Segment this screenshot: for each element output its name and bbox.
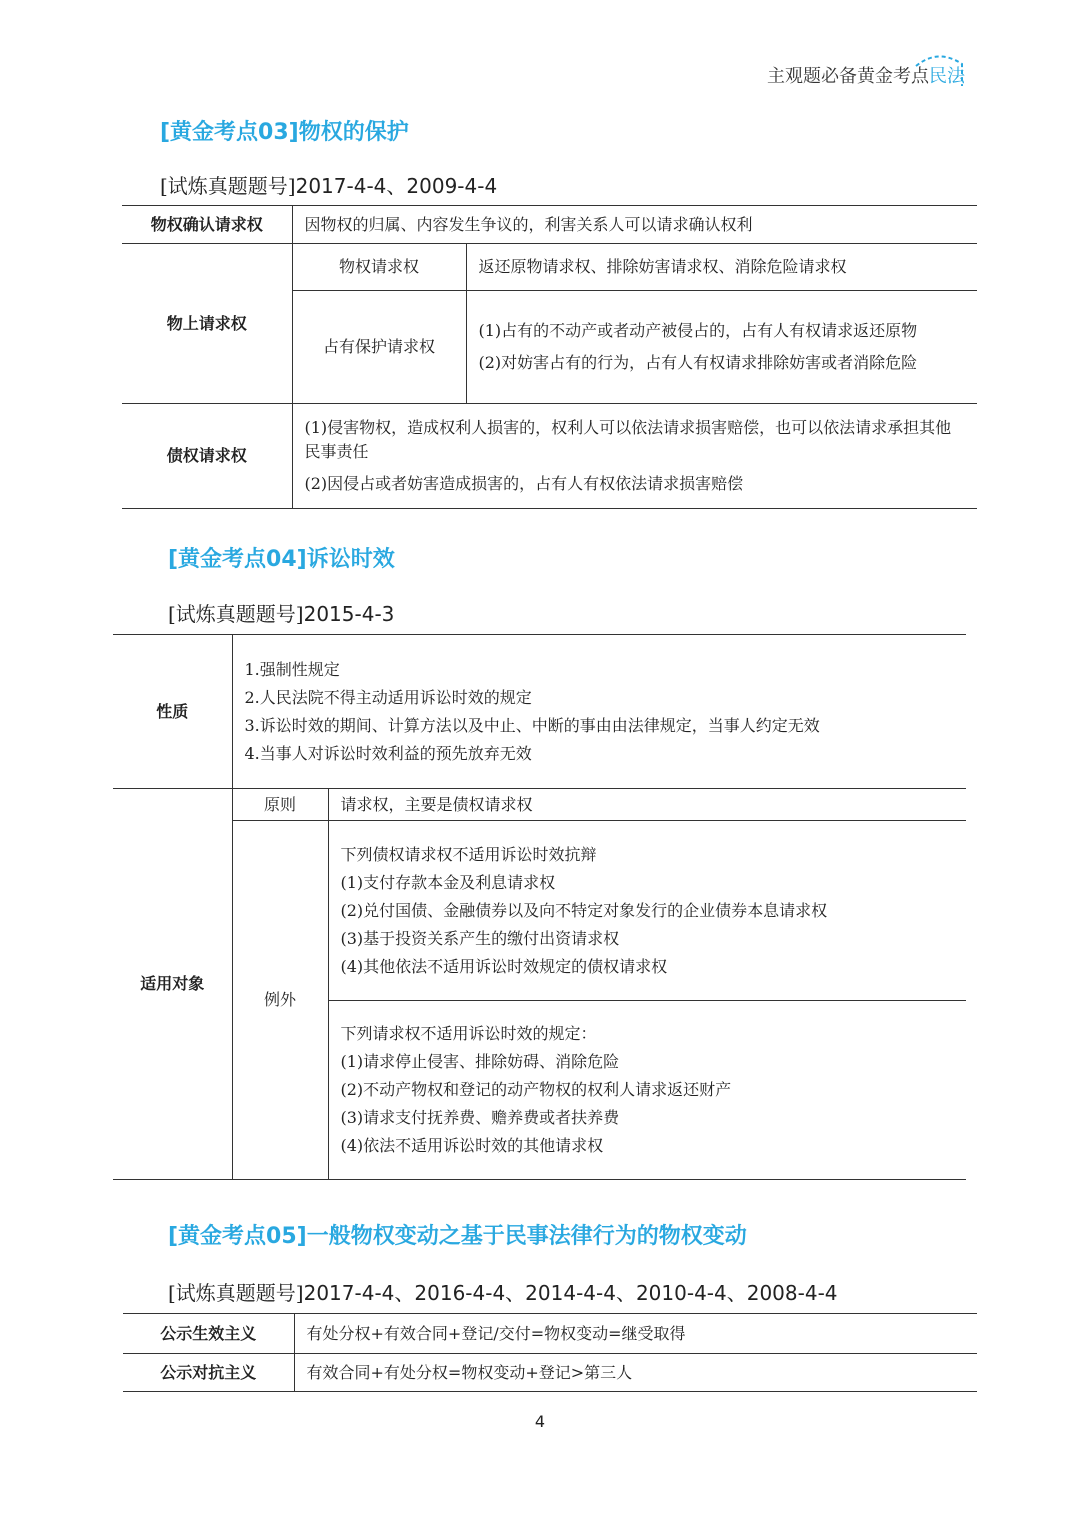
exam-ref-04 — [168, 598, 394, 627]
table-row — [123, 1314, 977, 1354]
exam-ref-numbers: 2017-4-4、2016-4-4、2014-4-4、2010-4-4、2008-4-4 — [303, 1281, 838, 1305]
sub-content — [328, 1001, 966, 1180]
text-line: (2)因侵占或者妨害造成损害的，占有人有权依法请求损害赔偿 — [304, 474, 744, 493]
exam-ref-numbers: 2015-4-3 — [303, 602, 395, 626]
sub-content — [466, 291, 977, 404]
row-content — [232, 635, 966, 789]
list-item: (1)支付存款本金及利息请求权 — [340, 872, 556, 892]
exam-ref-label: [试炼真题题号] — [168, 602, 304, 626]
row-label: 债权请求权 — [122, 404, 292, 509]
list-item: 下列债权请求权不适用诉讼时效抗辩 — [340, 844, 597, 864]
text-line: (2)对妨害占有的行为，占有人有权请求排除妨害或者消除危险 — [478, 353, 918, 372]
exam-ref-05 — [168, 1277, 838, 1306]
row-content — [292, 404, 977, 509]
sub-label: 例外 — [232, 821, 328, 1180]
table-row — [113, 821, 966, 1001]
sub-label: 占有保护请求权 — [292, 291, 466, 404]
row-content: 有处分权+有效合同+登记/交付=物权变动=继受取得 — [294, 1314, 977, 1354]
table-row — [123, 1354, 977, 1392]
table-row — [122, 244, 977, 291]
table-row — [113, 635, 966, 789]
exam-ref-label: [试炼真题题号] — [160, 174, 296, 198]
list-item: 3.诉讼时效的期间、计算方法以及中止、中断的事由由法律规定，当事人约定无效 — [244, 715, 820, 735]
row-label: 适用对象 — [113, 789, 232, 1180]
table-row — [113, 789, 966, 821]
sub-content — [328, 821, 966, 1001]
list-item: (4)依法不适用诉讼时效的其他请求权 — [340, 1136, 604, 1155]
table-row — [122, 206, 977, 244]
page-number: 4 — [534, 1412, 546, 1431]
text-line: (1)占有的不动产或者动产被侵占的，占有人有权请求返还原物 — [478, 321, 918, 340]
list-item: (3)基于投资关系产生的缴付出资请求权 — [340, 928, 620, 948]
section-title-05: [黄金考点05]一般物权变动之基于民事法律行为的物权变动 — [168, 1224, 747, 1249]
table-row — [122, 404, 977, 509]
exam-ref-numbers: 2017-4-4、2009-4-4 — [295, 174, 498, 198]
section-title-03: [黄金考点03]物权的保护 — [160, 120, 409, 145]
text-line: (1)侵害物权，造成权利人损害的，权利人可以依法请求损害赔偿，也可以依法请求承担其他民事责任 — [304, 418, 952, 461]
list-item: 1.强制性规定 — [244, 659, 340, 679]
row-content: 有效合同+有处分权=物权变动+登记>第三人 — [294, 1354, 977, 1392]
property-protection-table — [122, 205, 977, 509]
header-accent: 民法 — [929, 66, 965, 87]
list-item: (2)兑付国债、金融债券以及向不特定对象发行的企业债券本息请求权 — [340, 900, 828, 920]
row-content: 因物权的归属、内容发生争议的，利害关系人可以请求确认权利 — [292, 206, 977, 244]
list-item: (3)请求支付抚养费、赡养费或者扶养费 — [340, 1108, 620, 1127]
sub-label: 物权请求权 — [292, 244, 466, 291]
header-title: 主观题必备黄金考点 — [767, 66, 929, 87]
list-item: (1)请求停止侵害、排除妨碍、消除危险 — [340, 1052, 620, 1071]
row-label: 物上请求权 — [122, 244, 292, 404]
header-decoration-icon — [908, 50, 968, 90]
sub-label: 原则 — [232, 789, 328, 821]
row-label: 公示对抗主义 — [123, 1354, 294, 1392]
row-label: 性质 — [113, 635, 232, 789]
row-label: 物权确认请求权 — [122, 206, 292, 244]
list-item: 2.人民法院不得主动适用诉讼时效的规定 — [244, 687, 532, 707]
row-label: 公示生效主义 — [123, 1314, 294, 1354]
sub-content: 请求权，主要是债权请求权 — [328, 789, 966, 821]
exam-ref-label: [试炼真题题号] — [168, 1281, 304, 1305]
list-item: 4.当事人对诉讼时效利益的预先放弃无效 — [244, 743, 532, 763]
sub-content: 返还原物请求权、排除妨害请求权、消除危险请求权 — [466, 244, 977, 291]
exam-ref-03 — [160, 170, 497, 199]
property-change-table — [123, 1313, 977, 1392]
list-item: (2)不动产物权和登记的动产物权的权利人请求返还财产 — [340, 1080, 732, 1099]
section-title-04: [黄金考点04]诉讼时效 — [168, 547, 395, 572]
list-item: (4)其他依法不适用诉讼时效规定的债权请求权 — [340, 956, 668, 976]
list-item: 下列请求权不适用诉讼时效的规定： — [340, 1024, 597, 1043]
limitation-table — [113, 634, 966, 1180]
